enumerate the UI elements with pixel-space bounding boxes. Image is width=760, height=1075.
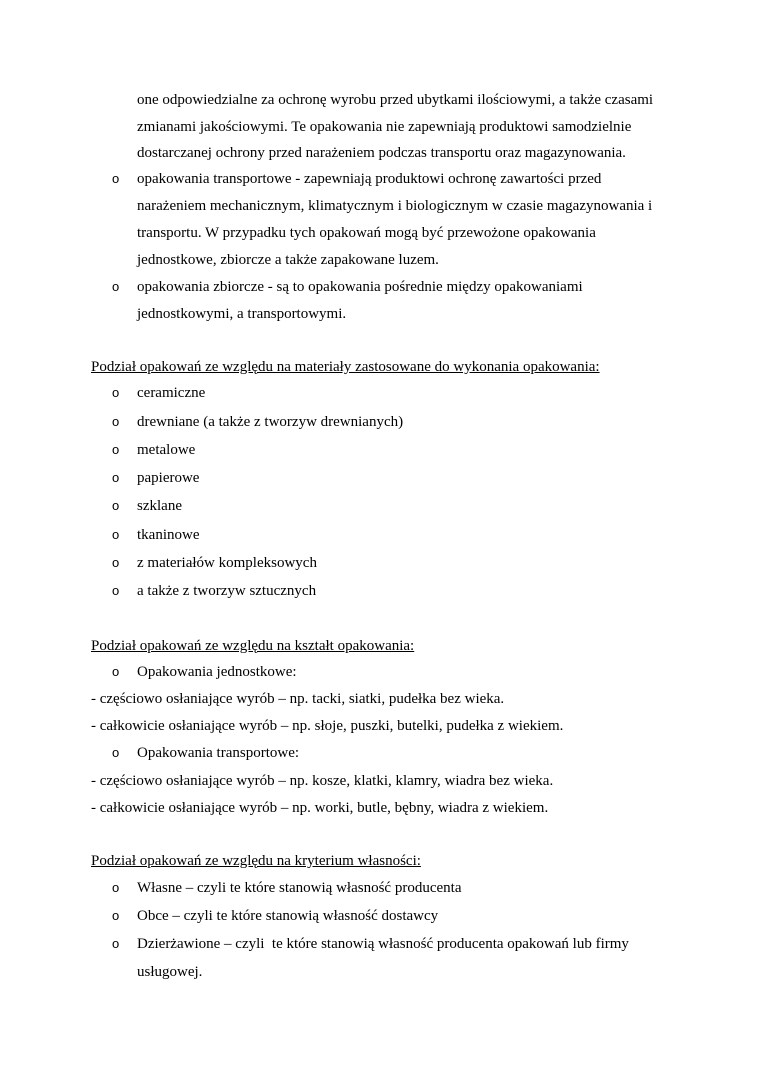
intro-line-3: dostarczanej ochrony przed narażeniem podczas transportu oraz magazynowania.	[137, 145, 626, 161]
list-item: metalowe	[137, 442, 196, 458]
list-item-transport-line-2: narażeniem mechanicznym, klimatycznym i biologicznym w czasie magazynowania i	[137, 198, 653, 214]
list-item-transport-line-1: opakowania transportowe - zapewniają produktowi ochronę zawartości przed	[137, 171, 602, 187]
bullet-icon: o	[112, 664, 120, 679]
list-item: ceramiczne	[137, 385, 206, 401]
bullet-icon: o	[112, 745, 120, 760]
bullet-icon: o	[112, 171, 120, 186]
bullet-icon: o	[112, 583, 120, 598]
dash-line: - całkowicie osłaniające wyrób – np. słoje, puszki, butelki, pudełka z wiekiem.	[91, 718, 564, 734]
bullet-icon: o	[112, 555, 120, 570]
section-heading-shape: Podział opakowań ze względu na kształt opakowania:	[91, 638, 415, 654]
intro-line-1: one odpowiedzialne za ochronę wyrobu przed ubytkami ilościowymi, a także czasami	[137, 92, 654, 108]
list-item: a także z tworzyw sztucznych	[137, 583, 317, 599]
list-item-continuation: usługowej.	[137, 964, 203, 980]
bullet-icon: o	[112, 279, 120, 294]
bullet-icon: o	[112, 470, 120, 485]
bullet-icon: o	[112, 936, 120, 951]
section-heading-materials: Podział opakowań ze względu na materiały zastosowane do wykonania opakowania:	[91, 359, 600, 375]
bullet-icon: o	[112, 498, 120, 513]
list-item: Dzierżawione – czyli te które stanowią własność producenta opakowań lub firmy	[137, 936, 629, 952]
bullet-icon: o	[112, 908, 120, 923]
list-item: Własne – czyli te które stanowią własność producenta	[137, 880, 462, 896]
group-title-unit: Opakowania jednostkowe:	[137, 664, 297, 680]
group-title-transport: Opakowania transportowe:	[137, 745, 300, 761]
list-item: drewniane (a także z tworzyw drewnianych)	[137, 414, 404, 430]
bullet-icon: o	[112, 414, 120, 429]
list-item-collective-line-1: opakowania zbiorcze - są to opakowania pośrednie między opakowaniami	[137, 279, 583, 295]
list-item: szklane	[137, 498, 182, 514]
bullet-icon: o	[112, 527, 120, 542]
list-item: Obce – czyli te które stanowią własność dostawcy	[137, 908, 439, 924]
intro-line-2: zmianami jakościowymi. Te opakowania nie zapewniają produktowi samodzielnie	[137, 119, 632, 135]
list-item: z materiałów kompleksowych	[137, 555, 317, 571]
list-item: tkaninowe	[137, 527, 200, 543]
bullet-icon: o	[112, 442, 120, 457]
list-item-transport-line-4: jednostkowe, zbiorcze a także zapakowane luzem.	[137, 252, 439, 268]
bullet-icon: o	[112, 385, 120, 400]
section-heading-ownership: Podział opakowań ze względu na kryterium własności:	[91, 853, 421, 869]
list-item: papierowe	[137, 470, 200, 486]
bullet-icon: o	[112, 880, 120, 895]
dash-line: - częściowo osłaniające wyrób – np. kosze, klatki, klamry, wiadra bez wieka.	[91, 773, 554, 789]
list-item-collective-line-2: jednostkowymi, a transportowymi.	[137, 306, 347, 322]
dash-line: - całkowicie osłaniające wyrób – np. worki, butle, bębny, wiadra z wiekiem.	[91, 800, 549, 816]
dash-line: - częściowo osłaniające wyrób – np. tacki, siatki, pudełka bez wieka.	[91, 691, 505, 707]
list-item-transport-line-3: transportu. W przypadku tych opakowań mogą być przewożone opakowania	[137, 225, 596, 241]
